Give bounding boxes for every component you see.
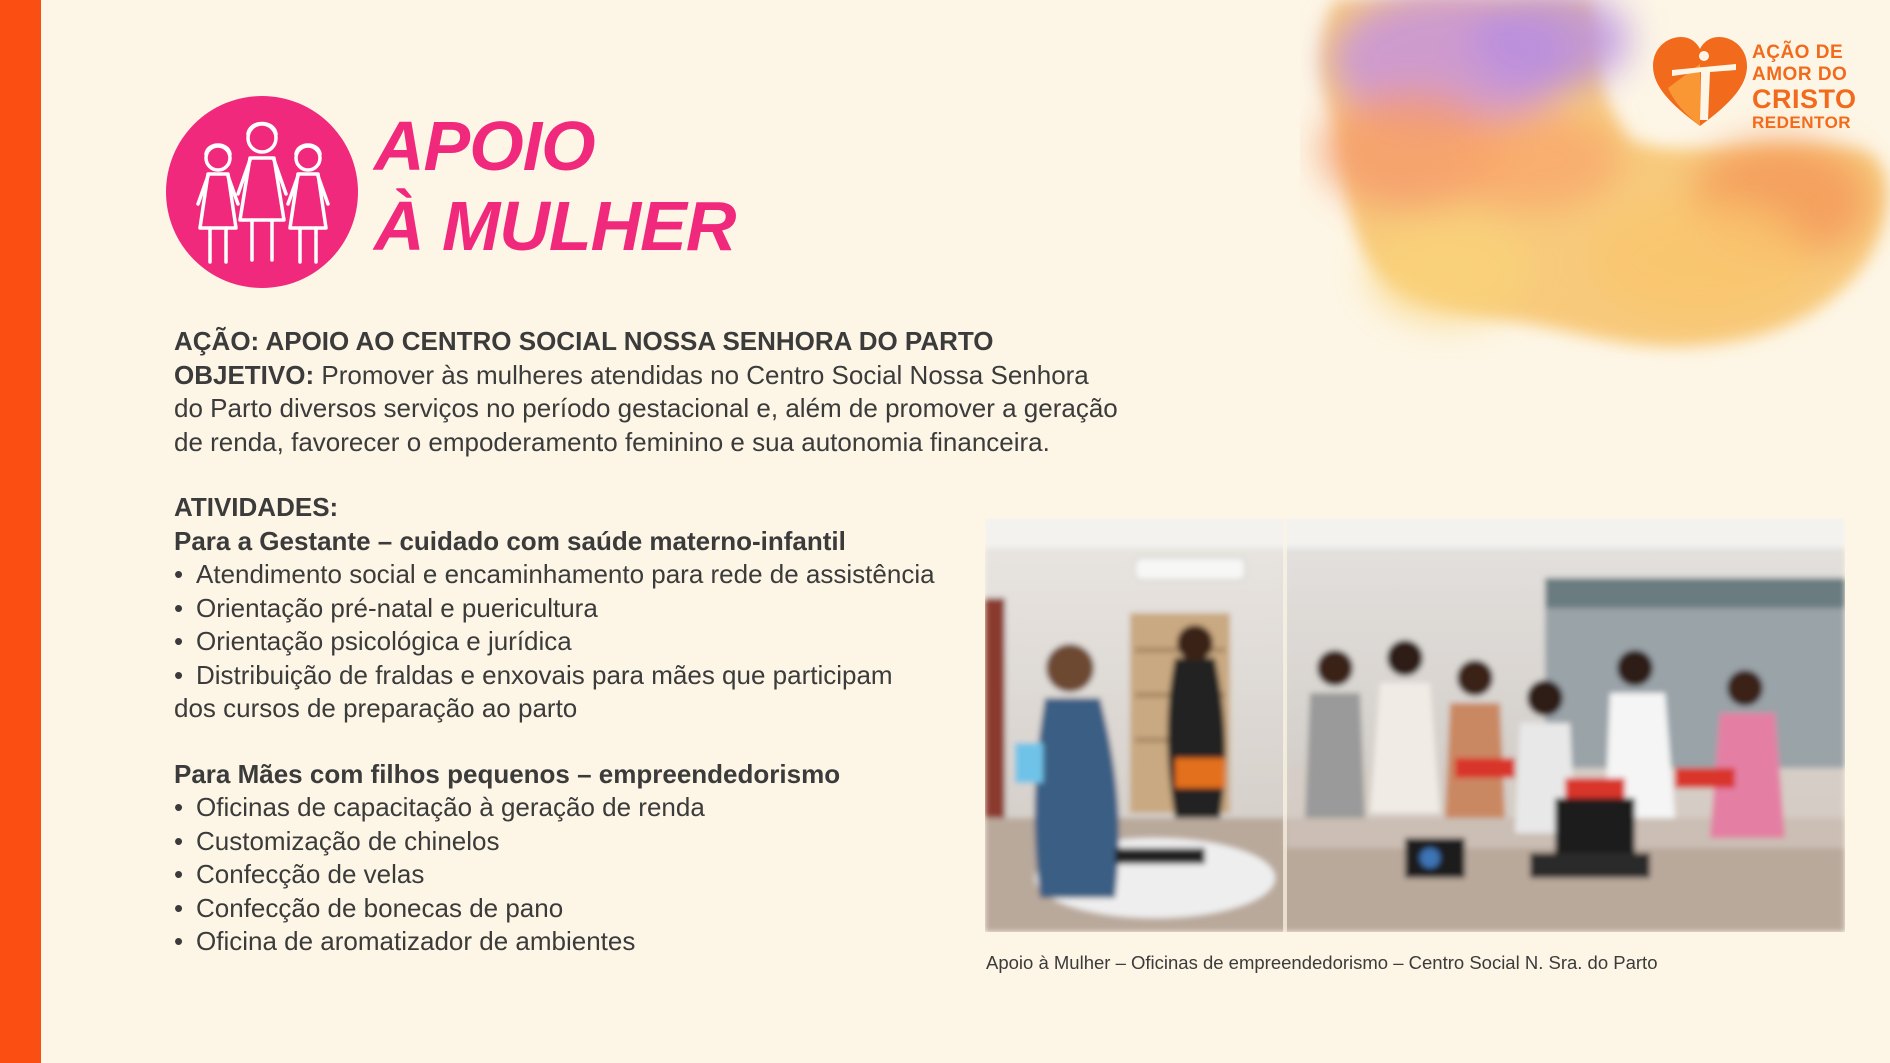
title-line-1: APOIO <box>374 107 595 185</box>
title-line-2: À MULHER <box>374 187 736 265</box>
objective-line-1: Promover às mulheres atendidas no Centro Social Nossa Senhora <box>314 359 1089 390</box>
logo-line-2: AMOR DO <box>1752 64 1848 85</box>
left-accent-bar <box>0 0 41 1063</box>
workshop-photo <box>985 518 1845 932</box>
list-item: • Confecção de bonecas de pano <box>174 892 1154 926</box>
logo-line-1: AÇÃO DE <box>1752 42 1844 63</box>
women-group-icon <box>166 96 358 288</box>
logo-line-3: CRISTO <box>1752 84 1857 114</box>
list-item: • Confecção de velas <box>174 858 1154 892</box>
group-title-gestante: Para a Gestante – cuidado com saúde materno-infantil <box>174 525 846 556</box>
objective-label: OBJETIVO: <box>174 359 315 390</box>
list-item: • Customização de chinelos <box>174 825 1154 859</box>
action-heading: AÇÃO: APOIO AO CENTRO SOCIAL NOSSA SENHORA DO PARTO <box>174 326 994 356</box>
objective-line-2: do Parto diversos serviços no período gestacional e, além de promover a geração <box>174 393 1118 423</box>
list-item: • Oficina de aromatizador de ambientes <box>174 925 1154 959</box>
list-item: • Oficinas de capacitação à geração de renda <box>174 791 1154 825</box>
logo-text <box>1752 42 1857 134</box>
photo-caption: Apoio à Mulher – Oficinas de empreendedorismo – Centro Social N. Sra. do Parto <box>986 952 1658 973</box>
objective-paragraph <box>174 359 1154 393</box>
list-item: • Orientação pré-natal e puericultura <box>174 592 1154 626</box>
list-item: • Atendimento social e encaminhamento para rede de assistência <box>174 558 1154 592</box>
objective-line-3: de renda, favorecer o empoderamento feminino e sua autonomia financeira. <box>174 426 1050 457</box>
logo-line-4: REDENTOR <box>1752 113 1852 132</box>
list-item: • Orientação psicológica e jurídica <box>174 625 1154 659</box>
brand-logo <box>1650 34 1860 134</box>
list-item-continuation: dos cursos de preparação ao parto <box>174 693 578 723</box>
activities-heading: ATIVIDADES: <box>174 492 339 522</box>
page-title <box>374 106 735 266</box>
group-title-maes: Para Mães com filhos pequenos – empreendedorismo <box>174 758 841 789</box>
list-item: • Distribuição de fraldas e enxovais para mães que participam <box>174 659 1154 693</box>
heart-cross-icon <box>1650 34 1750 134</box>
